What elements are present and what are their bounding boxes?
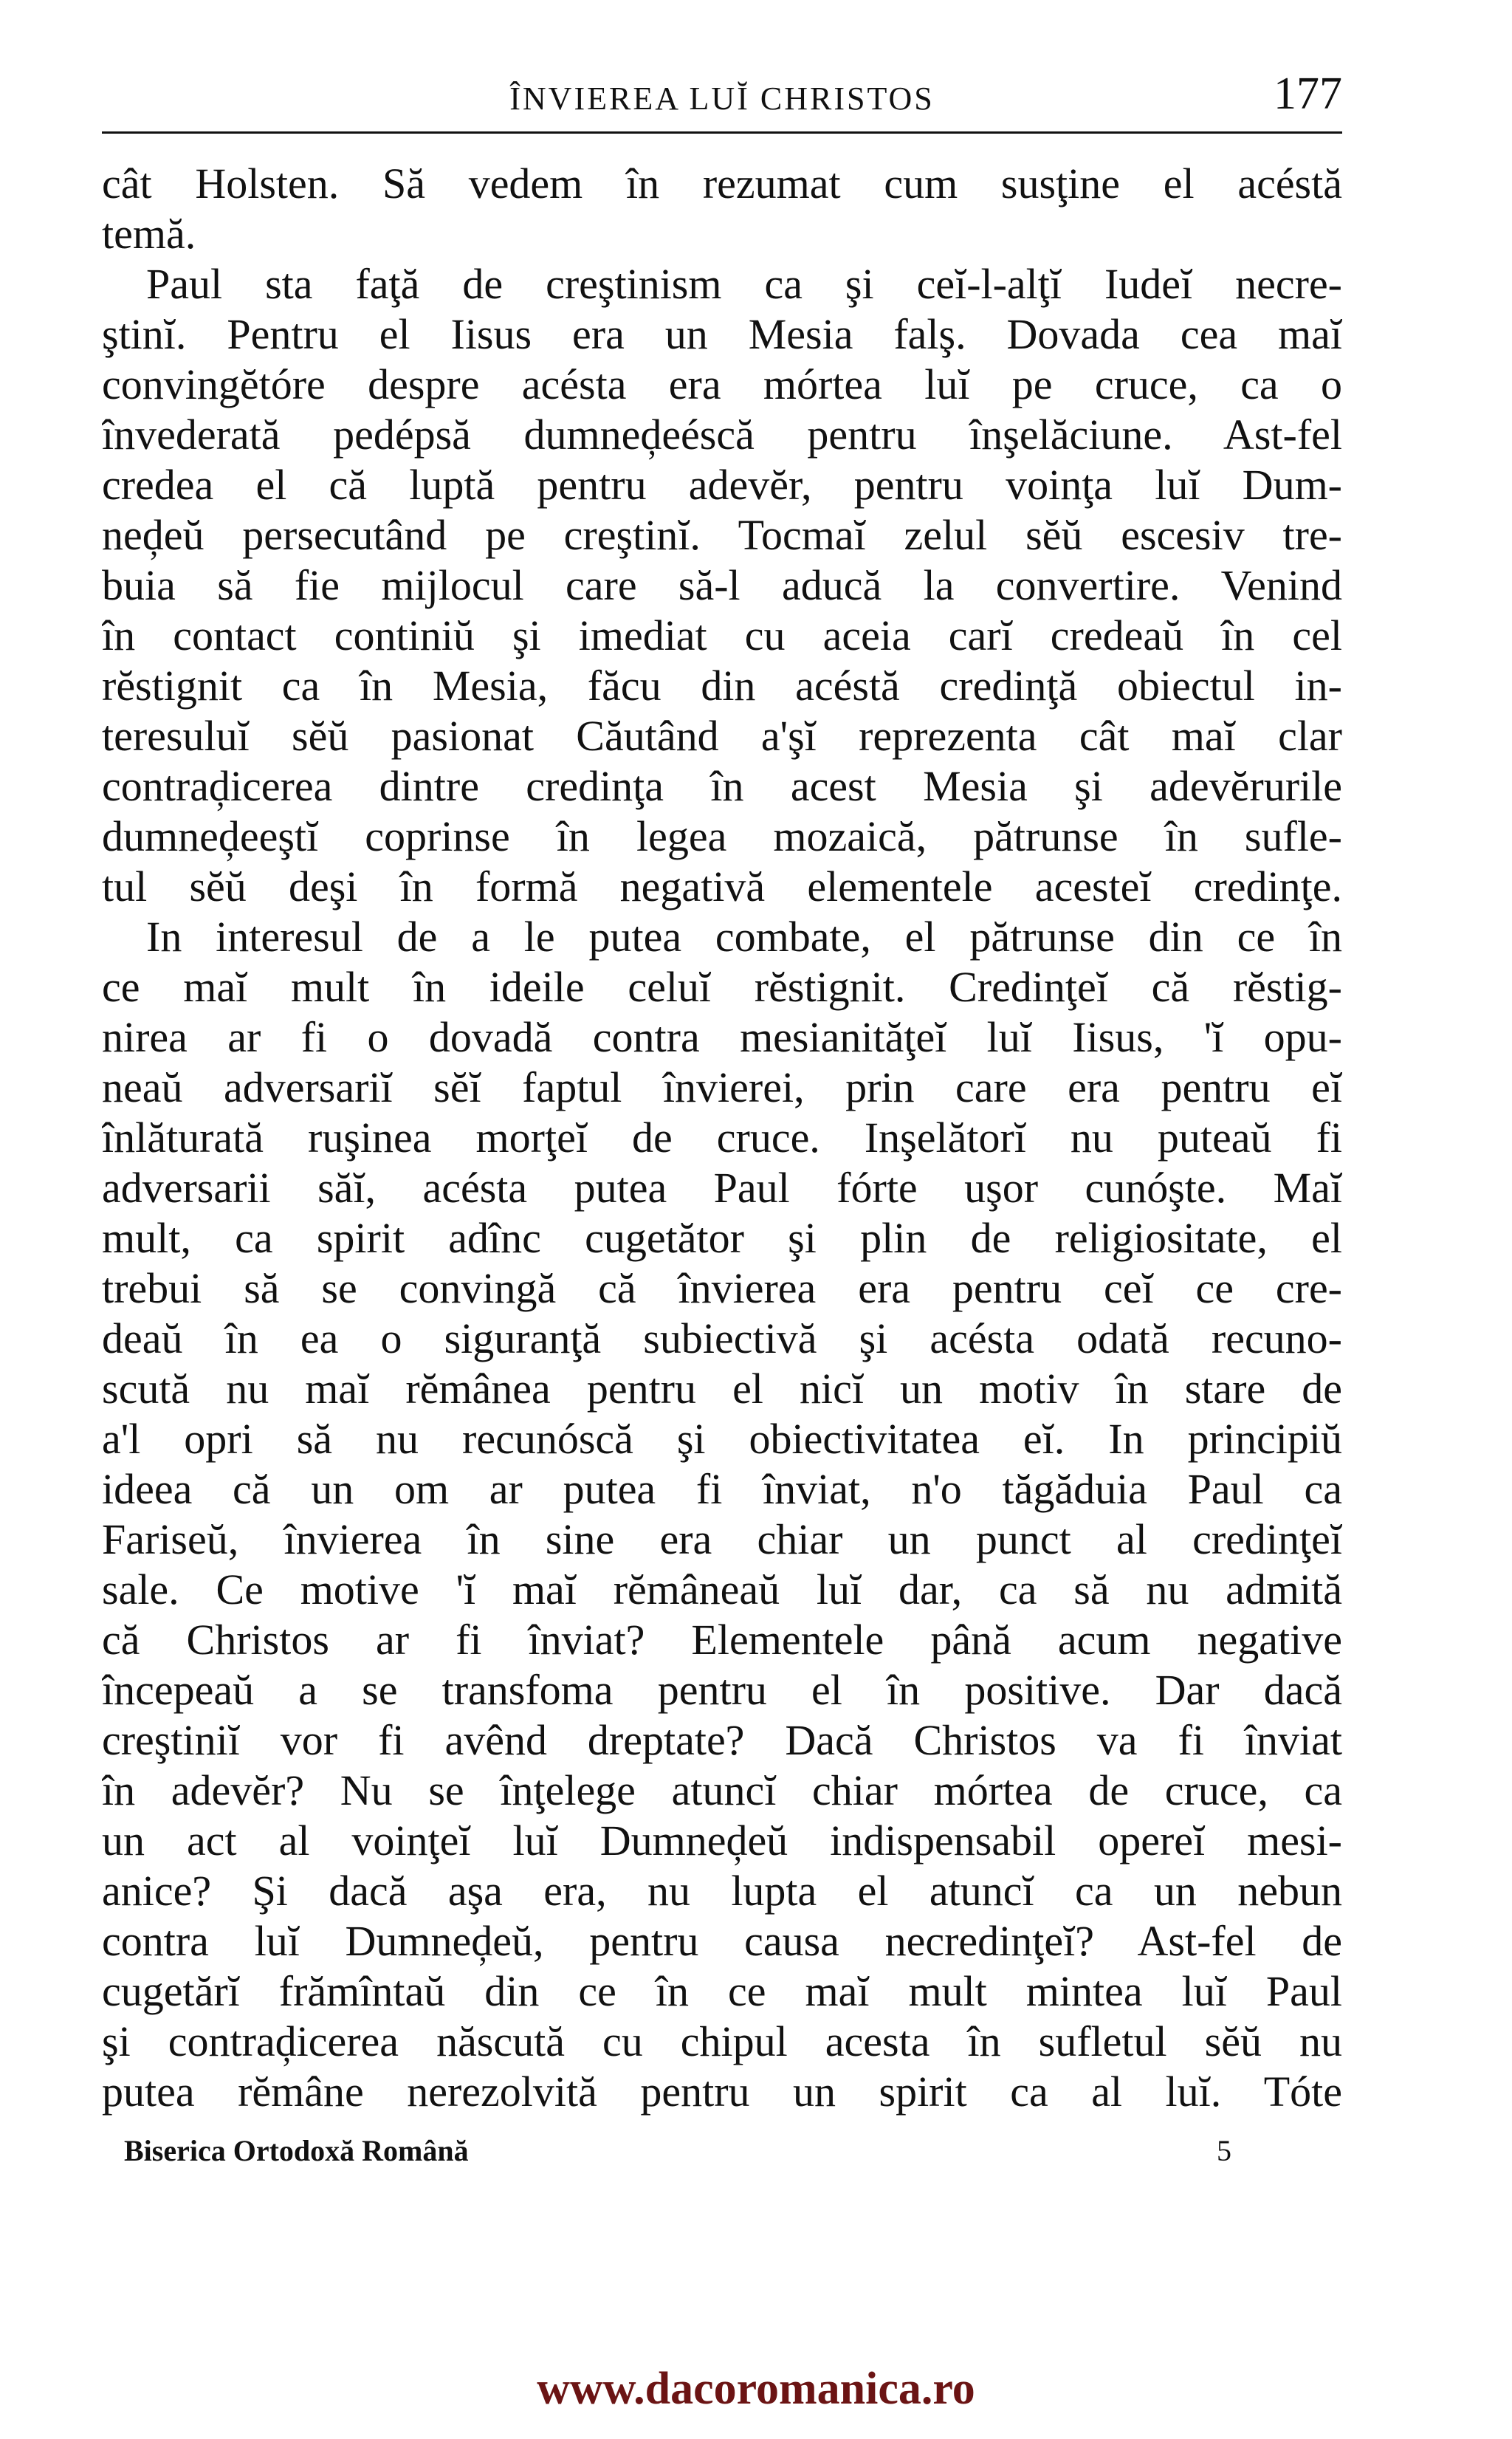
text-line: ce maĭ mult în ideile celuĭ rĕstignit. Credinţeĭ că rĕstig-	[102, 963, 1342, 1011]
text-line: începeaŭ a se transfoma pentru el în positive. Dar dacă	[102, 1666, 1342, 1714]
text-line: şi contraḑicerea născută cu chipul acesta în sufletul sĕŭ nu	[102, 2017, 1342, 2065]
text-line: învederată pedépsă dumneḑeéscă pentru înşelăciune. Ast-fel	[102, 411, 1342, 459]
body-text	[102, 159, 1342, 2117]
source-watermark[interactable]: www.dacoromanica.ro	[537, 2364, 975, 2414]
text-line: trebui să se convingă că învierea era pentru ceĭ ce cre-	[102, 1264, 1342, 1312]
text-line: deaŭ în ea o siguranţă subiectivă şi acésta odată recuno-	[102, 1314, 1342, 1362]
printer-signature: Biserica Ortodoxă Română	[124, 2134, 469, 2167]
text-line: tul sĕŭ deşi în formă negativă elementele acesteĭ credinţe.	[102, 862, 1342, 910]
text-line: contraḑicerea dintre credinţa în acest Mesia şi adevĕrurile	[102, 762, 1342, 810]
text-line: mult, ca spirit adînc cugetător şi plin de religiositate, el	[102, 1214, 1342, 1262]
text-line: teresuluĭ sĕŭ pasionat Căutând a'şĭ reprezenta cât maĭ clar	[102, 712, 1342, 760]
text-line: Paul sta faţă de creştinism ca şi ceĭ-l-alţĭ Iudeĭ necre-	[146, 260, 1342, 308]
text-line: nirea ar fi o dovadă contra mesianităţeĭ luĭ Iisus, 'ĭ opu-	[102, 1013, 1342, 1061]
running-header	[102, 66, 1342, 134]
text-line: a'l opri să nu recunóscă şi obiectivitatea eĭ. In principiŭ	[102, 1415, 1342, 1463]
text-line: în adevĕr? Nu se înţelege atuncĭ chiar mórtea de cruce, ca	[102, 1766, 1342, 1814]
text-line: contra luĭ Dumneḑeŭ, pentru causa necredinţeĭ? Ast-fel de	[102, 1917, 1342, 1965]
text-line: că Christos ar fi înviat? Elementele până acum negative	[102, 1616, 1342, 1664]
text-line: anice? Şi dacă aşa era, nu lupta el atuncĭ ca un nebun	[102, 1867, 1342, 1915]
page-footer	[102, 2130, 1342, 2175]
text-line: temă.	[102, 210, 196, 258]
text-line: un act al voinţeĭ luĭ Dumneḑeŭ indispensabil opereĭ mesi-	[102, 1817, 1342, 1865]
page-number: 177	[1274, 69, 1342, 119]
text-line: rĕstignit ca în Mesia, făcu din acéstă credinţă obiectul in-	[102, 662, 1342, 710]
text-line: scută nu maĭ rĕmânea pentru el nicĭ un motiv în stare de	[102, 1365, 1342, 1413]
book-page	[102, 66, 1342, 2175]
text-line: Fariseŭ, învierea în sine era chiar un punct al credinţeĭ	[102, 1515, 1342, 1563]
text-line: înlăturată ruşinea morţeĭ de cruce. Inşelătorĭ nu puteaŭ fi	[102, 1114, 1342, 1162]
text-line: dumneḑeeştĭ coprinse în legea mozaică, pătrunse în sufle-	[102, 812, 1342, 860]
text-line: ştinĭ. Pentru el Iisus era un Mesia falş. Dovada cea maĭ	[102, 310, 1342, 358]
text-line: adversarii săĭ, acésta putea Paul fórte uşor cunóşte. Maĭ	[102, 1164, 1342, 1212]
text-line: cât Holsten. Să vedem în rezumat cum susţine el acéstă	[102, 159, 1342, 207]
signature-mark: 5	[1217, 2134, 1231, 2167]
text-line: cugetărĭ frămîntaŭ din ce în ce maĭ mult mintea luĭ Paul	[102, 1967, 1342, 2015]
text-line: sale. Ce motive 'ĭ maĭ rĕmâneaŭ luĭ dar, ca să nu admită	[102, 1565, 1342, 1613]
running-title: ÎNVIEREA LUĬ CHRISTOS	[509, 80, 935, 117]
text-line: buia să fie mijlocul care să-l aducă la convertire. Venind	[102, 561, 1342, 609]
text-line: putea rĕmâne nerezolvită pentru un spirit ca al luĭ. Tóte	[102, 2068, 1342, 2116]
text-line: neḑeŭ persecutând pe creştinĭ. Tocmaĭ zelul sĕŭ escesiv tre-	[102, 511, 1342, 559]
text-line: credea el că luptă pentru adevĕr, pentru voinţa luĭ Dum-	[102, 461, 1342, 509]
text-line: neaŭ adversariĭ sĕĭ faptul învierei, prin care era pentru eĭ	[102, 1063, 1342, 1111]
text-line: creştiniĭ vor fi avênd dreptate? Dacă Christos va fi înviat	[102, 1716, 1342, 1764]
text-line: ideea că un om ar putea fi înviat, n'o tăgăduia Paul ca	[102, 1465, 1342, 1513]
text-line: In interesul de a le putea combate, el pătrunse din ce în	[146, 913, 1342, 961]
text-line: în contact continiŭ şi imediat cu aceia carĭ credeaŭ în cel	[102, 611, 1342, 659]
text-line: convingĕtóre despre acésta era mórtea luĭ pe cruce, ca o	[102, 360, 1342, 408]
